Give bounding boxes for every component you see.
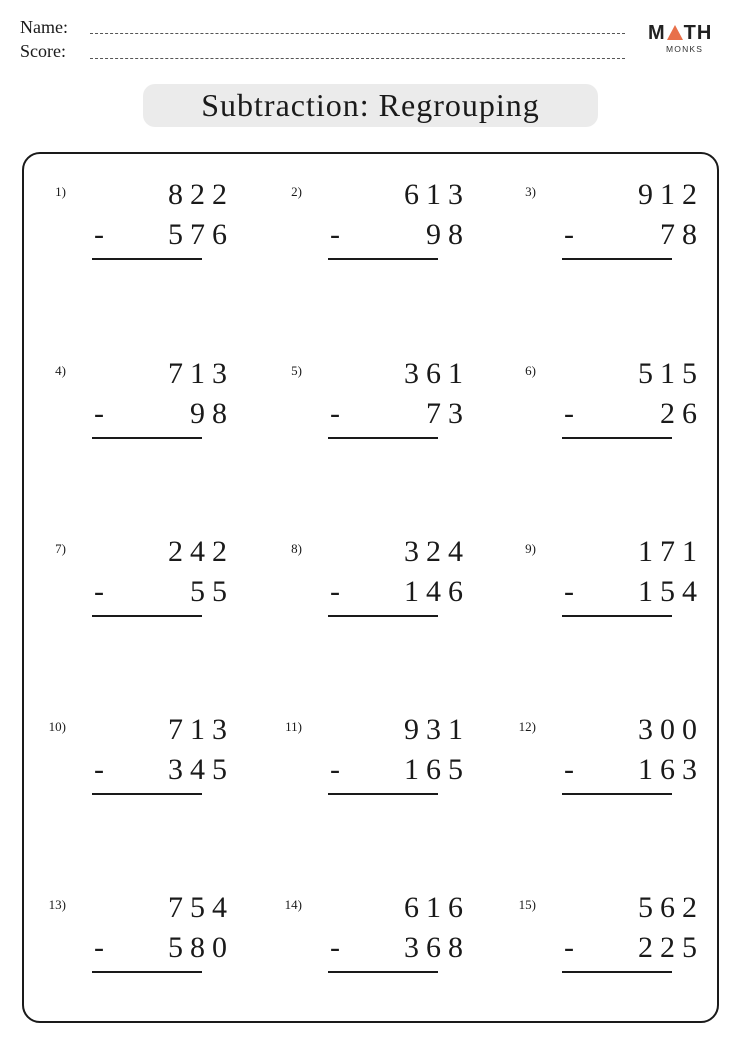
minuend: 822: [168, 178, 234, 211]
minus-sign: -: [94, 218, 104, 251]
problem-2: [276, 178, 506, 298]
logo-subtext: MONKS: [666, 44, 704, 54]
minus-sign: -: [330, 753, 340, 786]
minuend: 515: [638, 357, 704, 390]
minus-sign: -: [94, 575, 104, 608]
subtrahend: 26: [660, 397, 704, 430]
problem-number: 14): [284, 897, 302, 912]
answer-line: [562, 437, 672, 439]
name-field[interactable]: [90, 33, 625, 34]
problem-number: 13): [48, 897, 66, 912]
minus-sign: -: [94, 753, 104, 786]
minuend: 361: [404, 357, 470, 390]
page-title: Subtraction: Regrouping: [201, 87, 540, 123]
problem-number: 9): [525, 541, 536, 556]
name-label: Name:: [20, 17, 68, 37]
answer-line: [562, 615, 672, 617]
subtrahend: 146: [404, 575, 470, 608]
answer-line: [562, 971, 672, 973]
subtrahend: 154: [638, 575, 704, 608]
minus-sign: -: [564, 753, 574, 786]
problem-3: [510, 178, 740, 298]
logo-word: [648, 22, 712, 44]
problem-9: [510, 535, 740, 655]
problem-10: [40, 713, 270, 833]
subtrahend: 98: [190, 397, 234, 430]
subtrahend: 163: [638, 753, 704, 786]
problem-number: 8): [291, 541, 302, 556]
minuend: 562: [638, 891, 704, 924]
minus-sign: -: [564, 575, 574, 608]
problem-1: [40, 178, 270, 298]
subtrahend: 368: [404, 931, 470, 964]
minus-sign: -: [330, 575, 340, 608]
minuend: 713: [168, 357, 234, 390]
answer-line: [562, 258, 672, 260]
problem-number: 1): [55, 184, 66, 199]
logo-triangle-icon: [667, 25, 683, 40]
answer-line: [328, 793, 438, 795]
problem-number: 10): [48, 719, 66, 734]
answer-line: [562, 793, 672, 795]
problem-number: 12): [518, 719, 536, 734]
problem-number: 5): [291, 363, 302, 378]
answer-line: [92, 615, 202, 617]
problem-7: [40, 535, 270, 655]
answer-line: [92, 258, 202, 260]
minuend: 931: [404, 713, 470, 746]
subtrahend: 78: [660, 218, 704, 251]
answer-line: [328, 971, 438, 973]
problem-number: 7): [55, 541, 66, 556]
answer-line: [328, 615, 438, 617]
problem-4: [40, 357, 270, 477]
minus-sign: -: [330, 218, 340, 251]
minuend: 300: [638, 713, 704, 746]
minuend: 754: [168, 891, 234, 924]
problem-number: 6): [525, 363, 536, 378]
minus-sign: -: [564, 397, 574, 430]
minuend: 613: [404, 178, 470, 211]
subtrahend: 580: [168, 931, 234, 964]
logo-word-start: M: [648, 22, 666, 44]
problem-14: [276, 891, 506, 1011]
minus-sign: -: [330, 931, 340, 964]
problem-5: [276, 357, 506, 477]
minuend: 912: [638, 178, 704, 211]
problem-number: 4): [55, 363, 66, 378]
subtrahend: 225: [638, 931, 704, 964]
score-label: Score:: [20, 41, 66, 61]
answer-line: [92, 793, 202, 795]
minus-sign: -: [564, 931, 574, 964]
problem-12: [510, 713, 740, 833]
minuend: 713: [168, 713, 234, 746]
score-field[interactable]: [90, 58, 625, 59]
minuend: 324: [404, 535, 470, 568]
minuend: 171: [638, 535, 704, 568]
minus-sign: -: [330, 397, 340, 430]
answer-line: [328, 437, 438, 439]
subtrahend: 165: [404, 753, 470, 786]
minuend: 616: [404, 891, 470, 924]
subtrahend: 345: [168, 753, 234, 786]
answer-line: [328, 258, 438, 260]
subtrahend: 576: [168, 218, 234, 251]
problem-number: 15): [518, 897, 536, 912]
answer-line: [92, 437, 202, 439]
problem-number: 2): [291, 184, 302, 199]
problem-8: [276, 535, 506, 655]
subtrahend: 73: [426, 397, 470, 430]
problem-number: 11): [285, 719, 302, 734]
math-monks-logo: [648, 22, 718, 58]
answer-line: [92, 971, 202, 973]
problem-6: [510, 357, 740, 477]
minuend: 242: [168, 535, 234, 568]
minus-sign: -: [94, 931, 104, 964]
subtrahend: 98: [426, 218, 470, 251]
logo-word-end: TH: [683, 22, 713, 44]
minus-sign: -: [564, 218, 574, 251]
problem-number: 3): [525, 184, 536, 199]
problem-11: [276, 713, 506, 833]
minus-sign: -: [94, 397, 104, 430]
title-banner: [143, 84, 598, 127]
subtrahend: 55: [190, 575, 234, 608]
problem-15: [510, 891, 740, 1011]
problem-13: [40, 891, 270, 1011]
